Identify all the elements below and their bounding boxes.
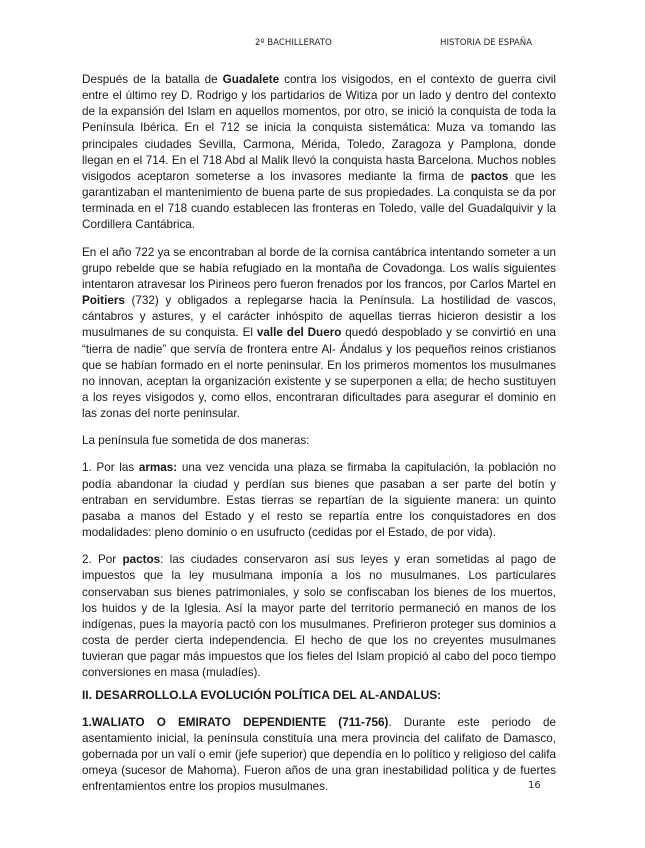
bold-term-poitiers: Poitiers — [82, 294, 125, 308]
header-course: 2º BACHILLERATO — [255, 38, 332, 48]
paragraph-covadonga — [82, 245, 556, 423]
paragraph-pactos — [82, 552, 556, 681]
text-run: 2. Por — [82, 553, 123, 567]
bold-term-valle-duero: valle del Duero — [256, 326, 342, 340]
bold-subheading-waliato: 1.WALIATO O EMIRATO DEPENDIENTE (711-756) — [82, 715, 389, 729]
bold-term-pactos: pactos — [122, 553, 161, 567]
paragraph-armas — [82, 460, 556, 541]
section-heading: II. DESARROLLO.LA EVOLUCIÓN POLÍTICA DEL AL-ANDALUS: — [82, 688, 442, 703]
text-run: En el año 722 ya se encontraban al borde de la cornisa cantábrica intentando someter a un grupo rebelde que se había refugiado en la montaña de Covadonga. Los walís siguientes intentaron atravesar los Pirineos pero fueron frenados por los francos, por Carlos Martel en — [82, 245, 556, 291]
text-run: Después de la batalla de — [82, 73, 223, 86]
bold-term-armas: armas: — [138, 461, 178, 475]
text-run: : las ciudades conservaron así sus leyes y eran sometidas al pago de impuestos que la ley musulmana imponía a los no musulmanes. Los particulares conservaban sus bienes patrimoniales, y solo se confiscaban los bienes de los muertos, los huidos y de la Iglesia. Así la mayor parte del territorio permaneció en manos de los indígenas, pues la mayoría pactó con los musulmanes. Prefirieron proteger sus dominios a costa de perder cierta independencia. El hecho de que los no creyentes musulmanes tuvieran que pagar más impuestos que los fieles del Islam propició al cabo del poco tiempo conversiones en masa (muladíes). — [82, 553, 556, 680]
text-run: que les garantizaban el mantenimiento de buena parte de sus propiedades. La conquista se da por terminada en el 718 cuando establecen las fronteras en Toledo, valle del Guadalquivir y la Cordillera Cantábrica. — [82, 169, 556, 232]
paragraph-guadalete — [82, 72, 556, 234]
paragraph-intro-manners: La península fue sometida de dos maneras: — [82, 434, 310, 448]
bold-term-guadalete: Guadalete — [222, 73, 280, 86]
text-run: quedó despoblado y se convirtió en una “tierra de nadie” que servía de frontera entre Al- Ándalus y los pequeños reinos cristianos que se habían formado en el norte peninsular. En los primeros momentos los musulmanes no innovan, aceptan la organización existente y se superponen a ella; de hecho sustituyen a los reyes visigodos y, como ellos, encontraran dificultades para asegurar el dominio en las zonas del norte peninsular. — [82, 326, 556, 421]
text-run: . Durante este periodo de asentamiento inicial, la península constituía una mera provincia del califato de Damasco, gobernada por un valí o emir (jefe superior) que dependía en lo político y religioso del califa omeya (sucesor de Mahoma). Fueron años de una gran inestabilidad política y de fuertes enfrentamientos entre los propios musulmanes. — [82, 715, 556, 794]
body-text — [82, 72, 556, 806]
bold-term-pactos: pactos — [470, 169, 509, 183]
text-run: una vez vencida una plaza se firmaba la capitulación, la población no podía abandonar la ciudad y perdían sus bienes que pasaban a ser parte del botín y entraban en servidumbre. Estas tierras se repartían de la siguiente manera: un quinto pasaba a manos del Estado y el resto se repartía entre los conquistadores en dos modalidades: pleno dominio o en usufructo (cedidas por el Estado, de por vida). — [82, 461, 556, 540]
text-run: 1. Por las — [82, 461, 139, 475]
header-subject: HISTORIA DE ESPAÑA — [440, 38, 533, 48]
paragraph-waliato — [82, 715, 556, 796]
text-run: (732) y obligados a replegarse hacia la Península. La hostilidad de vascos, cántabros y astures, y el carácter inhóspito de aquellas tierras hicieron desistir a los musulmanes de su conquista. El — [82, 294, 556, 340]
page-number: 16 — [528, 780, 541, 791]
text-run: contra los visigodos, en el contexto de guerra civil entre el último rey D. Rodrigo y los partidarios de Witiza por un lado y dentro del contexto de la expansión del Islam en aquellos momentos, por otro, se inició la conquista de toda la Península Ibérica. En el 712 se inicia la conquista sistemática: Muza va tomando las principales ciudades Sevilla, Carmona, Mérida, Toledo, Zaragoza y Pamplona, donde llegan en el 714. En el 718 Abd al Malik llevó la conquista hasta Barcelona. Muchos nobles visigodos aceptaron someterse a los invasores mediante la firma de — [82, 73, 556, 183]
page-header — [0, 38, 645, 54]
